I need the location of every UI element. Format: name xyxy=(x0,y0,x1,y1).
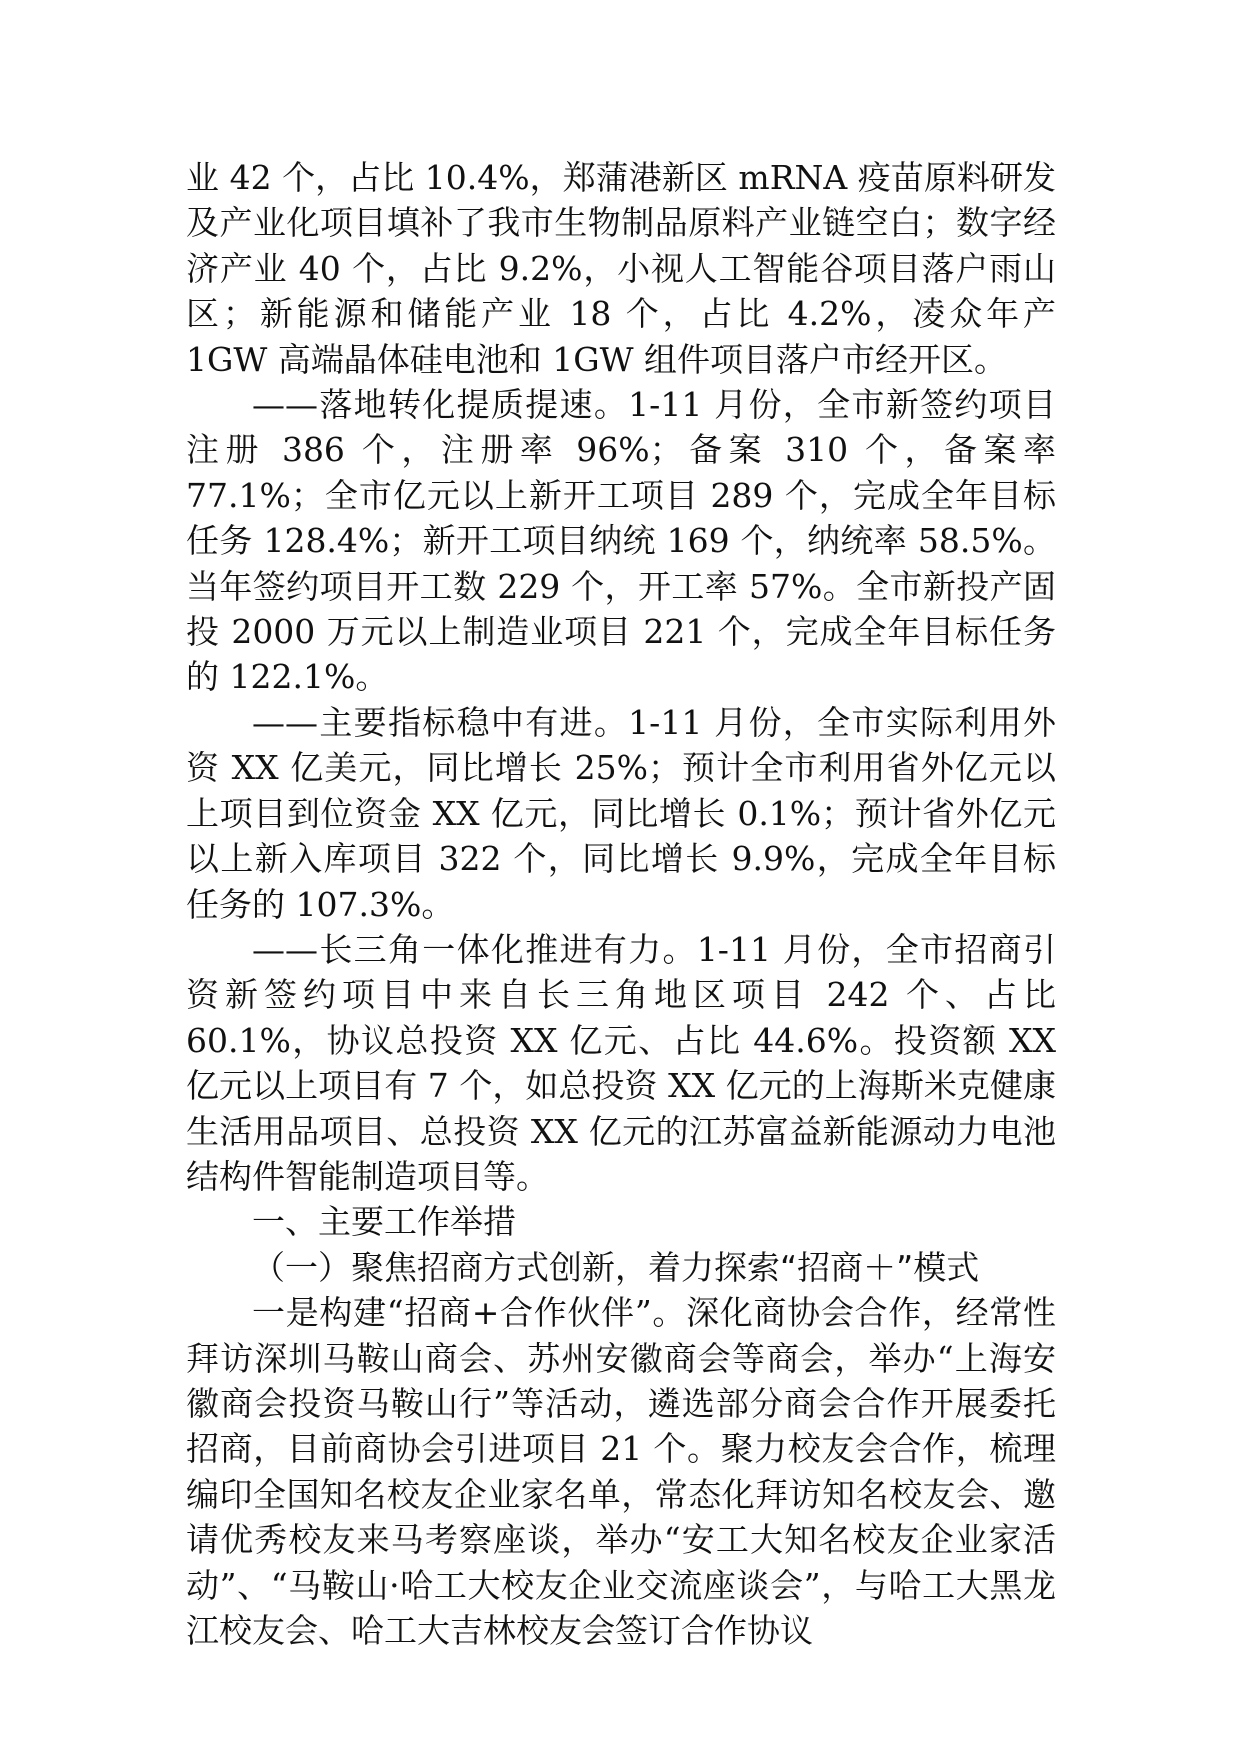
paragraph-main-indicators: ——主要指标稳中有进。1-11 月份，全市实际利用外资 XX 亿美元，同比增长 25%；预计全市利用省外亿元以上项目到位资金 XX 亿元，同比增长 0.1%；预计省外亿元以上新入库项目 322 个，同比增长 9.9%，完成全年目标任务的 107.3%。 xyxy=(186,702,1056,924)
paragraph-yangtze-delta: ——长三角一体化推进有力。1-11 月份，全市招商引资新签约项目中来自长三角地区项目 242 个、占比 60.1%，协议总投资 XX 亿元、占比 44.6%。投资额 XX 亿元以上项目有 7 个，如总投资 XX 亿元的上海斯米克健康生活用品项目、总投资 XX 亿元的江苏富益新能源动力电池结构件智能制造项目等。 xyxy=(186,929,1056,1196)
paragraph-industry-continuation: 业 42 个，占比 10.4%，郑蒲港新区 mRNA 疫苗原料研发及产业化项目填补了我市生物制品原料产业链空白；数字经济产业 40 个，占比 9.2%，小视人工智能谷项目落户雨山区；新能源和储能产业 18 个，占比 4.2%，凌众年产 1GW 高端晶体硅电池和 1GW 组件项目落户市经开区。 xyxy=(186,158,1056,379)
paragraph-partners: 一是构建“招商+合作伙伴”。深化商协会合作，经常性拜访深圳马鞍山商会、苏州安徽商会等商会，举办“上海安徽商会投资马鞍山行”等活动，遴选部分商会合作开展委托招商，目前商协会引进项目 21 个。聚力校友会合作，梳理编印全国知名校友企业家名单，常态化拜访知名校友会、邀请优秀校友来马考察座谈，举办“安工大知名校友企业家活动”、“马鞍山·哈工大校友企业交流座谈会”，与哈工大黑龙江校友会、哈工大吉林校友会签订合作协议 xyxy=(186,1293,1056,1650)
paragraph-landing-conversion: ——落地转化提质提速。1-11 月份，全市新签约项目注册 386 个，注册率 96%；备案 310 个，备案率 77.1%；全市亿元以上新开工项目 289 个，完成全年目标任务 128.4%；新开工项目纳统 169 个，纳统率 58.5%。当年签约项目开工数 229 个，开工率 57%。全市新投产固投 2000 万元以上制造业项目 221 个，完成全年目标任务的 122.1%。 xyxy=(186,385,1056,697)
section-heading-main-measures: 一、主要工作举措 xyxy=(252,1202,516,1242)
subsection-heading-innovation: （一）聚焦招商方式创新，着力探索“招商＋”模式 xyxy=(252,1247,980,1287)
document-body xyxy=(186,155,1056,1653)
